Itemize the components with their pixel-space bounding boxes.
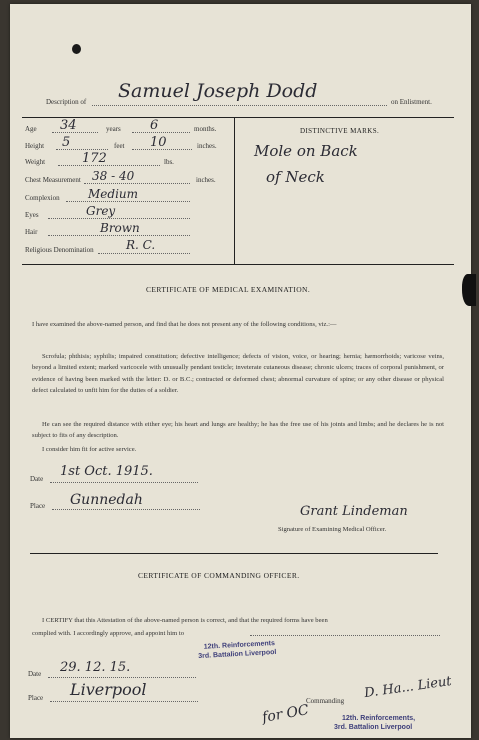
age-years-unit: years (106, 125, 121, 133)
commanding-date-label: Date (28, 670, 42, 678)
eyes-dots (48, 218, 190, 219)
commanding-officer-signature: D. Ha... Lieut (363, 673, 453, 702)
complexion-dots (66, 201, 190, 202)
chest-value: 38 - 40 (92, 169, 135, 183)
distinctive-marks-heading: DISTINCTIVE MARKS. (300, 127, 380, 135)
complexion-label: Complexion (25, 194, 60, 202)
religion-dots (98, 253, 190, 254)
medical-conditions: Scrofula; phthisis; syphilis; impaired constitution; defective intelligence; defects of vision, voice, or hearing; hernia; hæmorrhoids; varicose veins, beyond a limited extent; marked varicocele with unusually pendant testicle; inveterate cutaneous disease; chronic ulcers; traces of corporal punishment, or evidence of having been marked with the letter: D. or B.C.; contracted or deformed chest; abnormal curvature of spine; or any other disease or physical defect calculated to unfit him for the duties of a soldier. (32, 353, 444, 395)
box-bottom-rule (22, 264, 454, 265)
unit-stamp-bottom (334, 714, 415, 732)
commanding-date-dots (48, 677, 196, 678)
medical-place-label: Place (30, 502, 46, 510)
religion-label: Religious Denomination (25, 246, 94, 254)
height-inches-value: 10 (150, 135, 167, 150)
age-dots-2 (132, 132, 190, 133)
hair-label: Hair (25, 228, 38, 236)
chest-unit: inches. (196, 176, 216, 184)
medical-date-label: Date (30, 475, 44, 483)
weight-value: 172 (82, 151, 107, 166)
religion-value: R. C. (126, 238, 156, 252)
soldier-name: Samuel Joseph Dodd (118, 80, 318, 102)
for-oc-annotation: for OC (260, 702, 310, 726)
paper-tear (462, 274, 476, 306)
unit-stamp-line-1: 12th. Reinforcements (203, 640, 276, 651)
description-suffix: on Enlistment. (391, 98, 432, 106)
commanding-place-value: Liverpool (70, 680, 147, 699)
medical-date-dots (50, 482, 198, 483)
medical-statement: He can see the required distance with either eye; his heart and lungs are healthy; he has the free use of his joints and limbs; and he declares he is not subject to fits of any description. (32, 421, 444, 440)
description-dots (92, 105, 387, 106)
commanding-date-value: 29. 12. 15. (60, 660, 131, 675)
commanding-certificate-heading: CERTIFICATE OF COMMANDING OFFICER. (138, 571, 300, 580)
medical-place-value: Gunnedah (70, 492, 143, 508)
medical-fit-statement: I consider him fit for active service. (42, 446, 137, 453)
unit-stamp-bottom-line-1: 12th. Reinforcements, (342, 715, 416, 722)
weight-unit: lbs. (164, 158, 174, 166)
age-years-value: 34 (60, 118, 77, 133)
box-top-rule (22, 117, 454, 118)
commanding-text-line-2: complied with. I accordingly approve, and appoint him to (32, 630, 184, 637)
complexion-value: Medium (88, 187, 139, 201)
eyes-value: Grey (86, 204, 116, 218)
distinctive-mark-line-2: of Neck (266, 168, 325, 186)
medical-place-dots (52, 509, 200, 510)
eyes-label: Eyes (25, 211, 39, 219)
distinctive-mark-line-1: Mole on Back (254, 142, 358, 160)
commanding-label: Commanding (306, 697, 345, 705)
commanding-text-line-1: I CERTIFY that this Attestation of the above-named person is correct, and that the required forms have been (42, 617, 328, 624)
medical-intro: I have examined the above-named person, and find that he does not present any of the following conditions, viz.:— (32, 321, 337, 328)
age-months-value: 6 (150, 118, 159, 133)
medical-officer-signature: Grant Lindeman (300, 504, 408, 519)
age-months-unit: months. (194, 125, 217, 133)
box-divider (234, 117, 235, 264)
description-label: Description of (46, 98, 87, 106)
medical-signature-caption: Signature of Examining Medical Officer. (278, 526, 387, 533)
height-feet-unit: feet (114, 142, 125, 150)
height-inches-unit: inches. (197, 142, 217, 150)
height-feet-value: 5 (62, 135, 71, 150)
age-label: Age (25, 125, 37, 133)
appoint-dots (250, 635, 440, 636)
height-label: Height (25, 142, 45, 150)
punch-hole (72, 44, 81, 54)
hair-dots (48, 235, 190, 236)
hair-value: Brown (100, 221, 140, 235)
commanding-place-dots (50, 701, 198, 702)
unit-stamp-line-2: 3rd. Battalion Liverpool (198, 648, 277, 661)
section-divider (30, 553, 438, 554)
chest-label: Chest Measurement (25, 176, 81, 184)
unit-stamp-bottom-line-2: 3rd. Battalion Liverpool (334, 724, 413, 731)
weight-label: Weight (25, 158, 46, 166)
weight-dots (58, 165, 160, 166)
medical-date-value: 1st Oct. 1915. (60, 464, 153, 479)
medical-certificate-heading: CERTIFICATE OF MEDICAL EXAMINATION. (146, 285, 311, 294)
chest-dots (84, 183, 190, 184)
commanding-place-label: Place (28, 694, 44, 702)
